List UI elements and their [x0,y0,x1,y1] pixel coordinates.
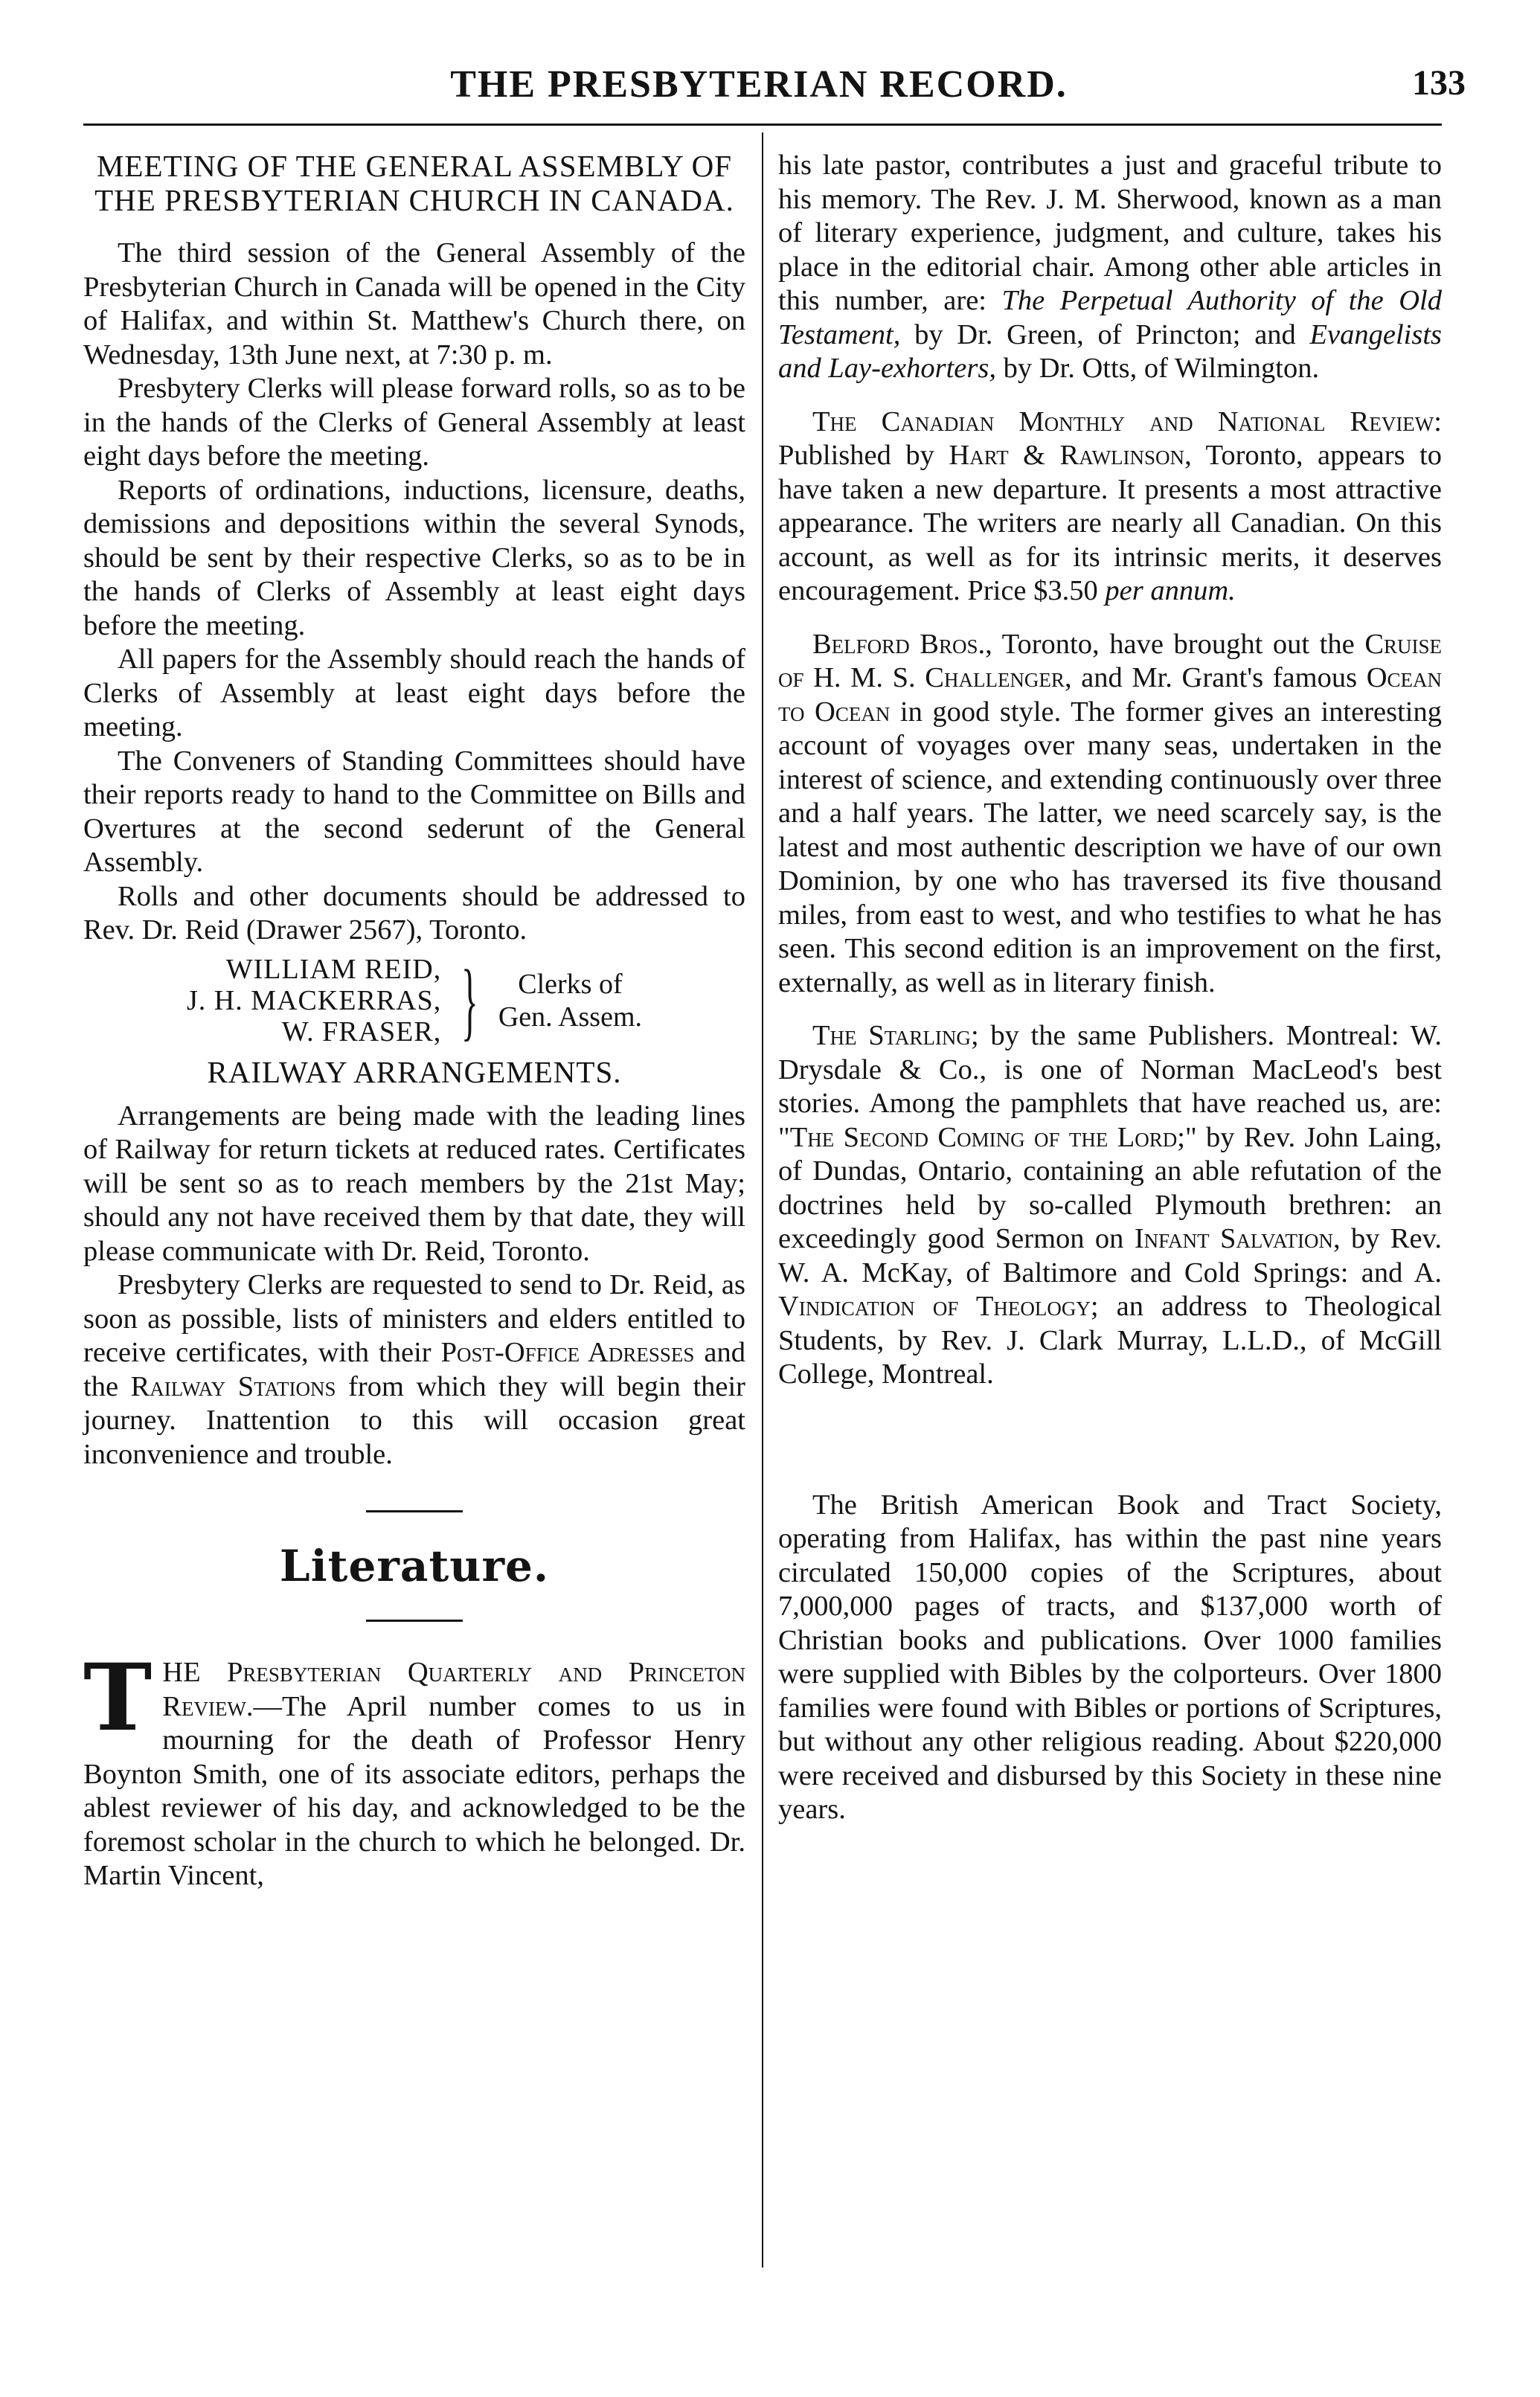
left-column [83,149,745,1893]
literature-heading: Literature. [279,1541,550,1591]
right-column [778,149,1442,1827]
railway-paragraph: Presbytery Clerks are requested to send to Dr. Reid, as soon as possible, lists of ministers and elders entitled to receive certificates, with their Post-Office Adresses and the Railway Stations from which they will begin their journey. Inattention to this will occasion great inconvenience and trouble. [83,1269,746,1470]
section-rule [366,1510,463,1512]
column-divider [762,132,763,2268]
assembly-heading: MEETING OF THE GENERAL ASSEMBLY OF THE PRESBYTERIAN CHURCH IN CANADA. [94,149,734,217]
signatory-names [187,954,441,1047]
railway-heading: RAILWAY ARRANGEMENTS. [207,1054,622,1089]
running-title: THE PRESBYTERIAN RECORD. [450,63,1068,106]
assembly-paragraph: Reports of ordinations, inductions, licensure, deaths, demissions and depositions within the several Synods, should be sent by their respective Clerks, so as to be in the hands of Clerks of Assembly at least eight days before the meeting. [83,474,745,641]
literature-paragraph: THE Presbyterian Quarterly and Princeton Review.—The April number comes to us in mourning for the death of Professor Henry Boynton Smith, one of its associate editors, perhaps the ablest reviewer of his day, and acknowledged to be the foremost scholar in the church to which he belonged. Dr. Martin Vincent, [83,1644,745,1891]
review-paragraph: his late pastor, contributes a just and graceful tribute to his memory. The Rev. J. M. Sherwood, known as a man of literary experience, judgment, and culture, takes his place in the editorial chair. Among other able articles in this number, are: The Perpetual Authority of the Old Testament, by Dr. Green, of Princton; and Evangelists and Lay-exhorters, by Dr. Otts, of Wilmington. [778,150,1442,384]
signatory-role: Gen. Assem. [498,1001,643,1033]
signatory-role: Clerks of [518,968,623,1000]
review-paragraph: The Starling; by the same Publishers. Montreal: W. Drysdale & Co., is one of Norman MacLeod's best stories. Among the pamphlets that have reached us, are: "The Second Coming of the Lord;" by Rev. John Laing, of Dundas, Ontario, containing an able refutation of the doctrines held by so-called Plymouth brethren: an exceedingly good Sermon on Infant Salvation, by Rev. W. A. McKay, of Baltimore and Cold Springs: and A. Vindication of Theology; an address to Theological Students, by Rev. J. Clark Murray, L.L.D., of McGill College, Montreal. [778,1020,1442,1390]
drop-cap: T [83,1644,153,1752]
society-paragraph: The British American Book and Tract Society, operating from Halifax, has within the past nine years circulated 150,000 copies of the Scriptures, about 7,000,000 pages of tracts, and $137,000 worth of Christian books and publications. Over 1000 families were supplied with Bibles by the colporteurs. Over 1800 families were found with Bibles or portions of Scriptures, but without any other religious reading. About $220,000 were received and disbursed by this Society in these nine years. [778,1489,1442,1825]
signatory-name: J. H. MACKERRAS, [186,984,442,1016]
assembly-paragraph: Presbytery Clerks will please forward rolls, so as to be in the hands of the Clerks of General Assembly at least eight days before the meeting. [83,373,745,472]
review-paragraph: Belford Bros., Toronto, have brought out the Cruise of H. M. S. Challenger, and Mr. Grant's famous Ocean to Ocean in good style. The former gives an interesting account of voyages over many seas, undertaken in the interest of science, and extending continuously over three and a half years. The latter, we need scarcely say, is the latest and most authentic description we have of our own Dominion, by one who has traversed its five thousand miles, from east to west, and who testifies to what he has seen. This second edition is an improvement on the first, externally, as well as in literary finish. [778,628,1443,998]
review-paragraph: The Canadian Monthly and National Review: Published by Hart & Rawlinson, Toronto, appears to have taken a new departure. It presents a most attractive appearance. The writers are nearly all Canadian. On this account, as well as for its intrinsic merits, it deserves encouragement. Price $3.50 per annum. [778,405,1443,606]
page-number: 133 [1412,63,1466,103]
right-brace-icon: } [461,951,478,1049]
page-header [52,60,1466,119]
signature-block [83,951,745,1049]
signatory-name: W. FRASER, [281,1015,442,1047]
header-rule [83,123,1442,126]
assembly-paragraph: Rolls and other documents should be addressed to Rev. Dr. Reid (Drawer 2567), Toronto. [83,880,745,946]
signatory-name: WILLIAM REID, [225,953,442,985]
railway-paragraph: Arrangements are being made with the leading lines of Railway for return tickets at reduced rates. Certificates will be sent so as to reach members by the 21st May; should any not have received them by that date, they will please communicate with Dr. Reid, Toronto. [83,1100,745,1267]
assembly-paragraph: All papers for the Assembly should reach the hands of Clerks of Assembly at least eight days before the meeting. [83,644,745,742]
assembly-paragraph: The Conveners of Standing Committees should have their reports ready to hand to the Committee on Bills and Overtures at the second sederunt of the General Assembly. [83,745,745,878]
assembly-paragraph: The third session of the General Assembly of the Presbyterian Church in Canada will be opened in the City of Halifax, and within St. Matthew's Church there, on Wednesday, 13th June next, at 7:30 p. m. [83,237,745,370]
signatory-roles [498,968,642,1033]
